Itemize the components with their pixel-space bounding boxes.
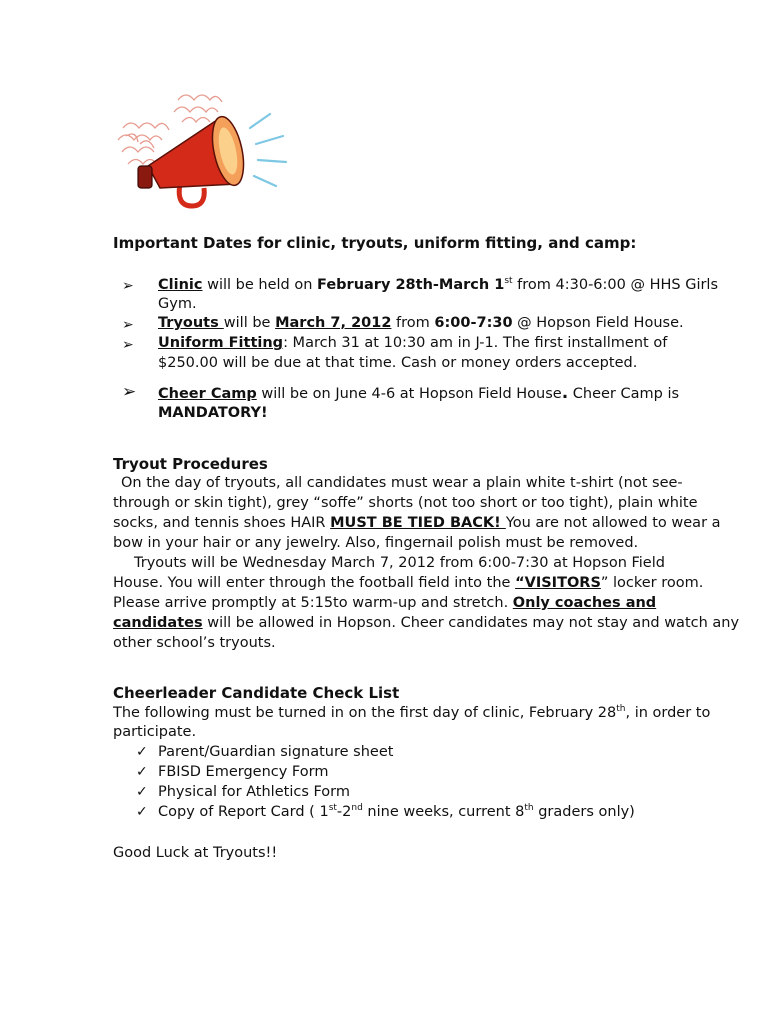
tryouts-from: from xyxy=(391,315,435,331)
checklist-item-4 xyxy=(158,803,635,820)
camp-text: will be on June 4-6 at Hopson Field House xyxy=(256,386,562,402)
clinic-line xyxy=(158,276,718,293)
procedures-line-4: bow in your hair or any jewelry. Also, fingernail polish must be removed. xyxy=(113,535,639,551)
megaphone-pompom-icon xyxy=(108,88,293,213)
checklist-item-4-sup2: nd xyxy=(351,803,363,813)
arrow-bullet-icon: ➢ xyxy=(122,317,134,333)
uniform-text: : March 31 at 10:30 am in J-1. The first installment of xyxy=(283,335,668,351)
checklist-intro-1b: , in order to xyxy=(625,704,711,721)
clinic-label: Clinic xyxy=(158,276,203,293)
arrow-bullet-icon: ➢ xyxy=(122,382,137,402)
checklist-heading: Cheerleader Candidate Check List xyxy=(113,684,400,702)
procedures-line-6a: House. You will enter through the football field into the xyxy=(113,575,516,591)
uniform-label: Uniform Fitting xyxy=(158,335,284,351)
procedures-line-6c: ” locker room. xyxy=(600,575,704,591)
procedures-line-8 xyxy=(113,615,739,631)
clinic-dates: February 28th-March 1 xyxy=(317,276,505,293)
hair-tied-back: MUST BE TIED BACK! xyxy=(330,515,506,531)
clinic-dates-sup: st xyxy=(504,276,513,286)
checklist-item-4-sup3: th xyxy=(524,803,534,813)
camp-line xyxy=(158,383,679,403)
checklist-item-4d: graders only) xyxy=(533,803,635,820)
candidates-label: candidates xyxy=(113,615,203,631)
checklist-item-4-sup1: st xyxy=(328,803,337,813)
camp-label: Cheer Camp xyxy=(158,386,257,402)
tryouts-label: Tryouts xyxy=(158,315,224,331)
visitors-label: “VISITORS xyxy=(515,575,601,591)
tryouts-date: March 7, 2012 xyxy=(275,315,392,331)
procedures-line-5: Tryouts will be Wednesday March 7, 2012 from 6:00-7:30 at Hopson Field xyxy=(134,555,665,571)
checklist-intro-2: participate. xyxy=(113,724,197,740)
checklist-item-2: FBISD Emergency Form xyxy=(158,764,329,780)
procedures-line-6 xyxy=(113,575,703,591)
tryouts-time: 6:00-7:30 xyxy=(434,315,513,331)
checklist-item-3: Physical for Athletics Form xyxy=(158,784,351,800)
procedures-line-3c: You are not allowed to wear a xyxy=(505,515,721,531)
clinic-text: will be held on xyxy=(202,276,318,293)
tryouts-place: @ Hopson Field House. xyxy=(512,315,684,331)
uniform-line xyxy=(158,335,667,351)
procedures-line-7a: Please arrive promptly at 5:15to warm-up and stretch. xyxy=(113,595,513,611)
procedures-line-3a: socks, and tennis shoes HAIR xyxy=(113,515,331,531)
tryouts-line xyxy=(158,315,684,331)
checkmark-icon: ✓ xyxy=(136,764,148,780)
checklist-item-4c: nine weeks, current 8 xyxy=(362,803,525,820)
checkmark-icon: ✓ xyxy=(136,784,148,800)
checklist-item-4b: -2 xyxy=(336,803,352,820)
checkmark-icon: ✓ xyxy=(136,744,148,760)
clinic-time: from 4:30-6:00 @ HHS Girls xyxy=(512,276,719,293)
arrow-bullet-icon: ➢ xyxy=(122,278,134,294)
procedures-line-9: other school’s tryouts. xyxy=(113,635,276,651)
only-coaches: Only coaches and xyxy=(512,595,657,611)
procedures-line-1: On the day of tryouts, all candidates must wear a plain white t-shirt (not see- xyxy=(121,475,683,491)
checklist-intro-1 xyxy=(113,704,710,721)
important-dates-heading: Important Dates for clinic, tryouts, uniform fitting, and camp: xyxy=(113,234,637,252)
camp-mandatory: MANDATORY! xyxy=(158,405,268,421)
clinic-line-2: Gym. xyxy=(158,296,197,312)
checkmark-icon: ✓ xyxy=(136,804,148,820)
camp-dot: . xyxy=(561,383,569,403)
tryouts-text: will be xyxy=(223,315,276,331)
camp-text-2: Cheer Camp is xyxy=(568,386,680,402)
tryout-procedures-heading: Tryout Procedures xyxy=(113,455,268,473)
arrow-bullet-icon: ➢ xyxy=(122,337,134,353)
procedures-line-3 xyxy=(113,515,721,531)
checklist-item-4a: Copy of Report Card ( 1 xyxy=(158,803,329,820)
checklist-intro-sup: th xyxy=(616,704,626,714)
procedures-line-2: through or skin tight), grey “soffe” shorts (not too short or too tight), plain white xyxy=(113,495,698,511)
closing-text: Good Luck at Tryouts!! xyxy=(113,845,278,861)
procedures-line-7 xyxy=(113,595,656,611)
checklist-intro-1a: The following must be turned in on the first day of clinic, February 28 xyxy=(113,704,617,721)
checklist-item-1: Parent/Guardian signature sheet xyxy=(158,744,394,760)
uniform-line-2: $250.00 will be due at that time. Cash or money orders accepted. xyxy=(158,355,638,371)
procedures-line-8b: will be allowed in Hopson. Cheer candidates may not stay and watch any xyxy=(202,615,740,631)
